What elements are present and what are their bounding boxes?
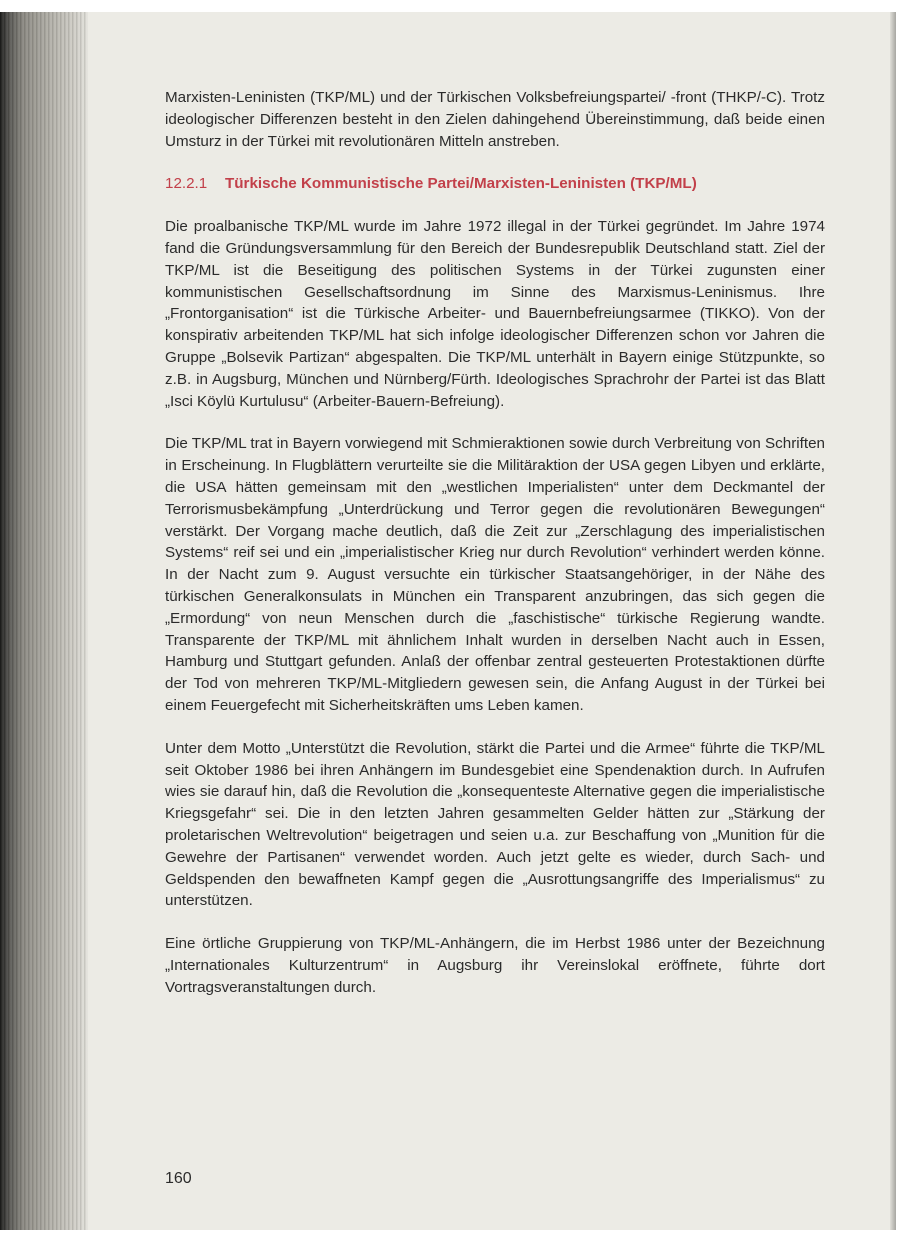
book-binding-edge — [0, 12, 88, 1230]
section-number: 12.2.1 — [165, 175, 208, 193]
body-paragraph-4: Eine örtliche Gruppierung von TKP/ML-Anhängern, die im Herbst 1986 unter der Bezeichnung „Internationales Kulturzentrum“ in Augsburg ihr Vereinslokal eröffnete, führte dort Vortragsveranstaltungen durch. — [165, 935, 825, 996]
intro-paragraph: Marxisten-Leninisten (TKP/ML) und der Türkischen Volksbefreiungspartei/ -front (THKP/-C). Trotz ideologischer Differenzen besteht in den Zielen dahingehend Übereinstimmung, daß beide einen Umsturz in der Türkei mit revolutionären Mitteln anstreben. — [165, 89, 825, 150]
body-paragraph-2: Die TKP/ML trat in Bayern vorwiegend mit Schmieraktionen sowie durch Verbreitung von Schriften in Erscheinung. In Flugblättern verurteilte sie die Militäraktion der USA gegen Libyen und erklärte, die USA hätten gemeinsam mit den „westlichen Imperialisten“ unter dem Deckmantel der Terrorismusbekämpfung „Unterdrückung und Terror gegen die revolutionären Bewegungen“ verstärkt. Der Vorgang mache deutlich, daß die Zeit zur „Zerschlagung des imperialistischen Systems“ reif sei und ein „imperialistischer Krieg nur durch Revolution“ verhindert werden könne. In der Nacht zum 9. August versuchte ein türkischer Staatsangehöriger, in der Nähe des türkischen Generalkonsulats in München ein Transparent anzubringen, das sich gegen die „Ermordung“ von neun Menschen durch die „faschistische“ türkische Regierung wandte. Transparente der TKP/ML mit ähnlichem Inhalt wurden in derselben Nacht auch in Essen, Hamburg und Stuttgart gefunden. Anlaß der offenbar zentral gesteuerten Protestaktionen dürfte der Tod von mehreren TKP/ML-Mitgliedern gewesen sein, die Anfang August in der Türkei bei einem Feuergefecht mit Sicherheitskräften ums Leben kamen. — [165, 435, 825, 714]
book-page — [0, 12, 896, 1230]
body-paragraph-3: Unter dem Motto „Unterstützt die Revolution, stärkt die Partei und die Armee“ führte die TKP/ML seit Oktober 1986 bei ihren Anhängern im Bundesgebiet eine Spendenaktion durch. In Aufrufen wies sie darauf hin, daß die Revolution die „konsequenteste Alternative gegen die imperialistische Kriegsgefahr“ sei. Die in den letzten Jahren gesammelten Gelder hätten zur „Stärkung der proletarischen Weltrevolution“ beigetragen und seien u.a. zur Beschaffung von „Munition für die Gewehre der Partisanen“ verwendet worden. Auch jetzt gelte es wieder, durch Sach- und Geldspenden den bewaffneten Kampf gegen die „Ausrottungsangriffe des Imperialismus“ zu unterstützen. — [165, 739, 825, 910]
body-paragraph-1: Die proalbanische TKP/ML wurde im Jahre 1972 illegal in der Türkei gegründet. Im Jahre 1974 fand die Gründungsversammlung für den Bereich der Bundesrepublik Deutschland statt. Ziel der TKP/ML ist die Beseitigung des politischen Systems in der Türkei zugunsten einer kommunistischen Gesellschaftsordnung im Sinne des Marxismus-Leninismus. Ihre „Frontorganisation“ ist die Türkische Arbeiter- und Bauernbefreiungsarmee (TIKKO). Von der konspirativ arbeitenden TKP/ML hat sich infolge ideologischer Differenzen schon vor Jahren die Gruppe „Bolsevik Partizan“ abgespalten. Die TKP/ML unterhält in Bayern einige Stützpunkte, so z.B. in Augsburg, München und Nürnberg/Fürth. Ideologisches Sprachrohr der Partei ist das Blatt „Isci Köylü Kurtulusu“ (Arbeiter-Bauern-Befreiung). — [165, 218, 825, 410]
page-number: 160 — [165, 1170, 192, 1187]
section-heading — [165, 173, 825, 195]
page-right-edge — [890, 12, 896, 1230]
page-body — [165, 87, 825, 1019]
section-title: Türkische Kommunistische Partei/Marxisten-Leninisten (TKP/ML) — [225, 175, 697, 193]
